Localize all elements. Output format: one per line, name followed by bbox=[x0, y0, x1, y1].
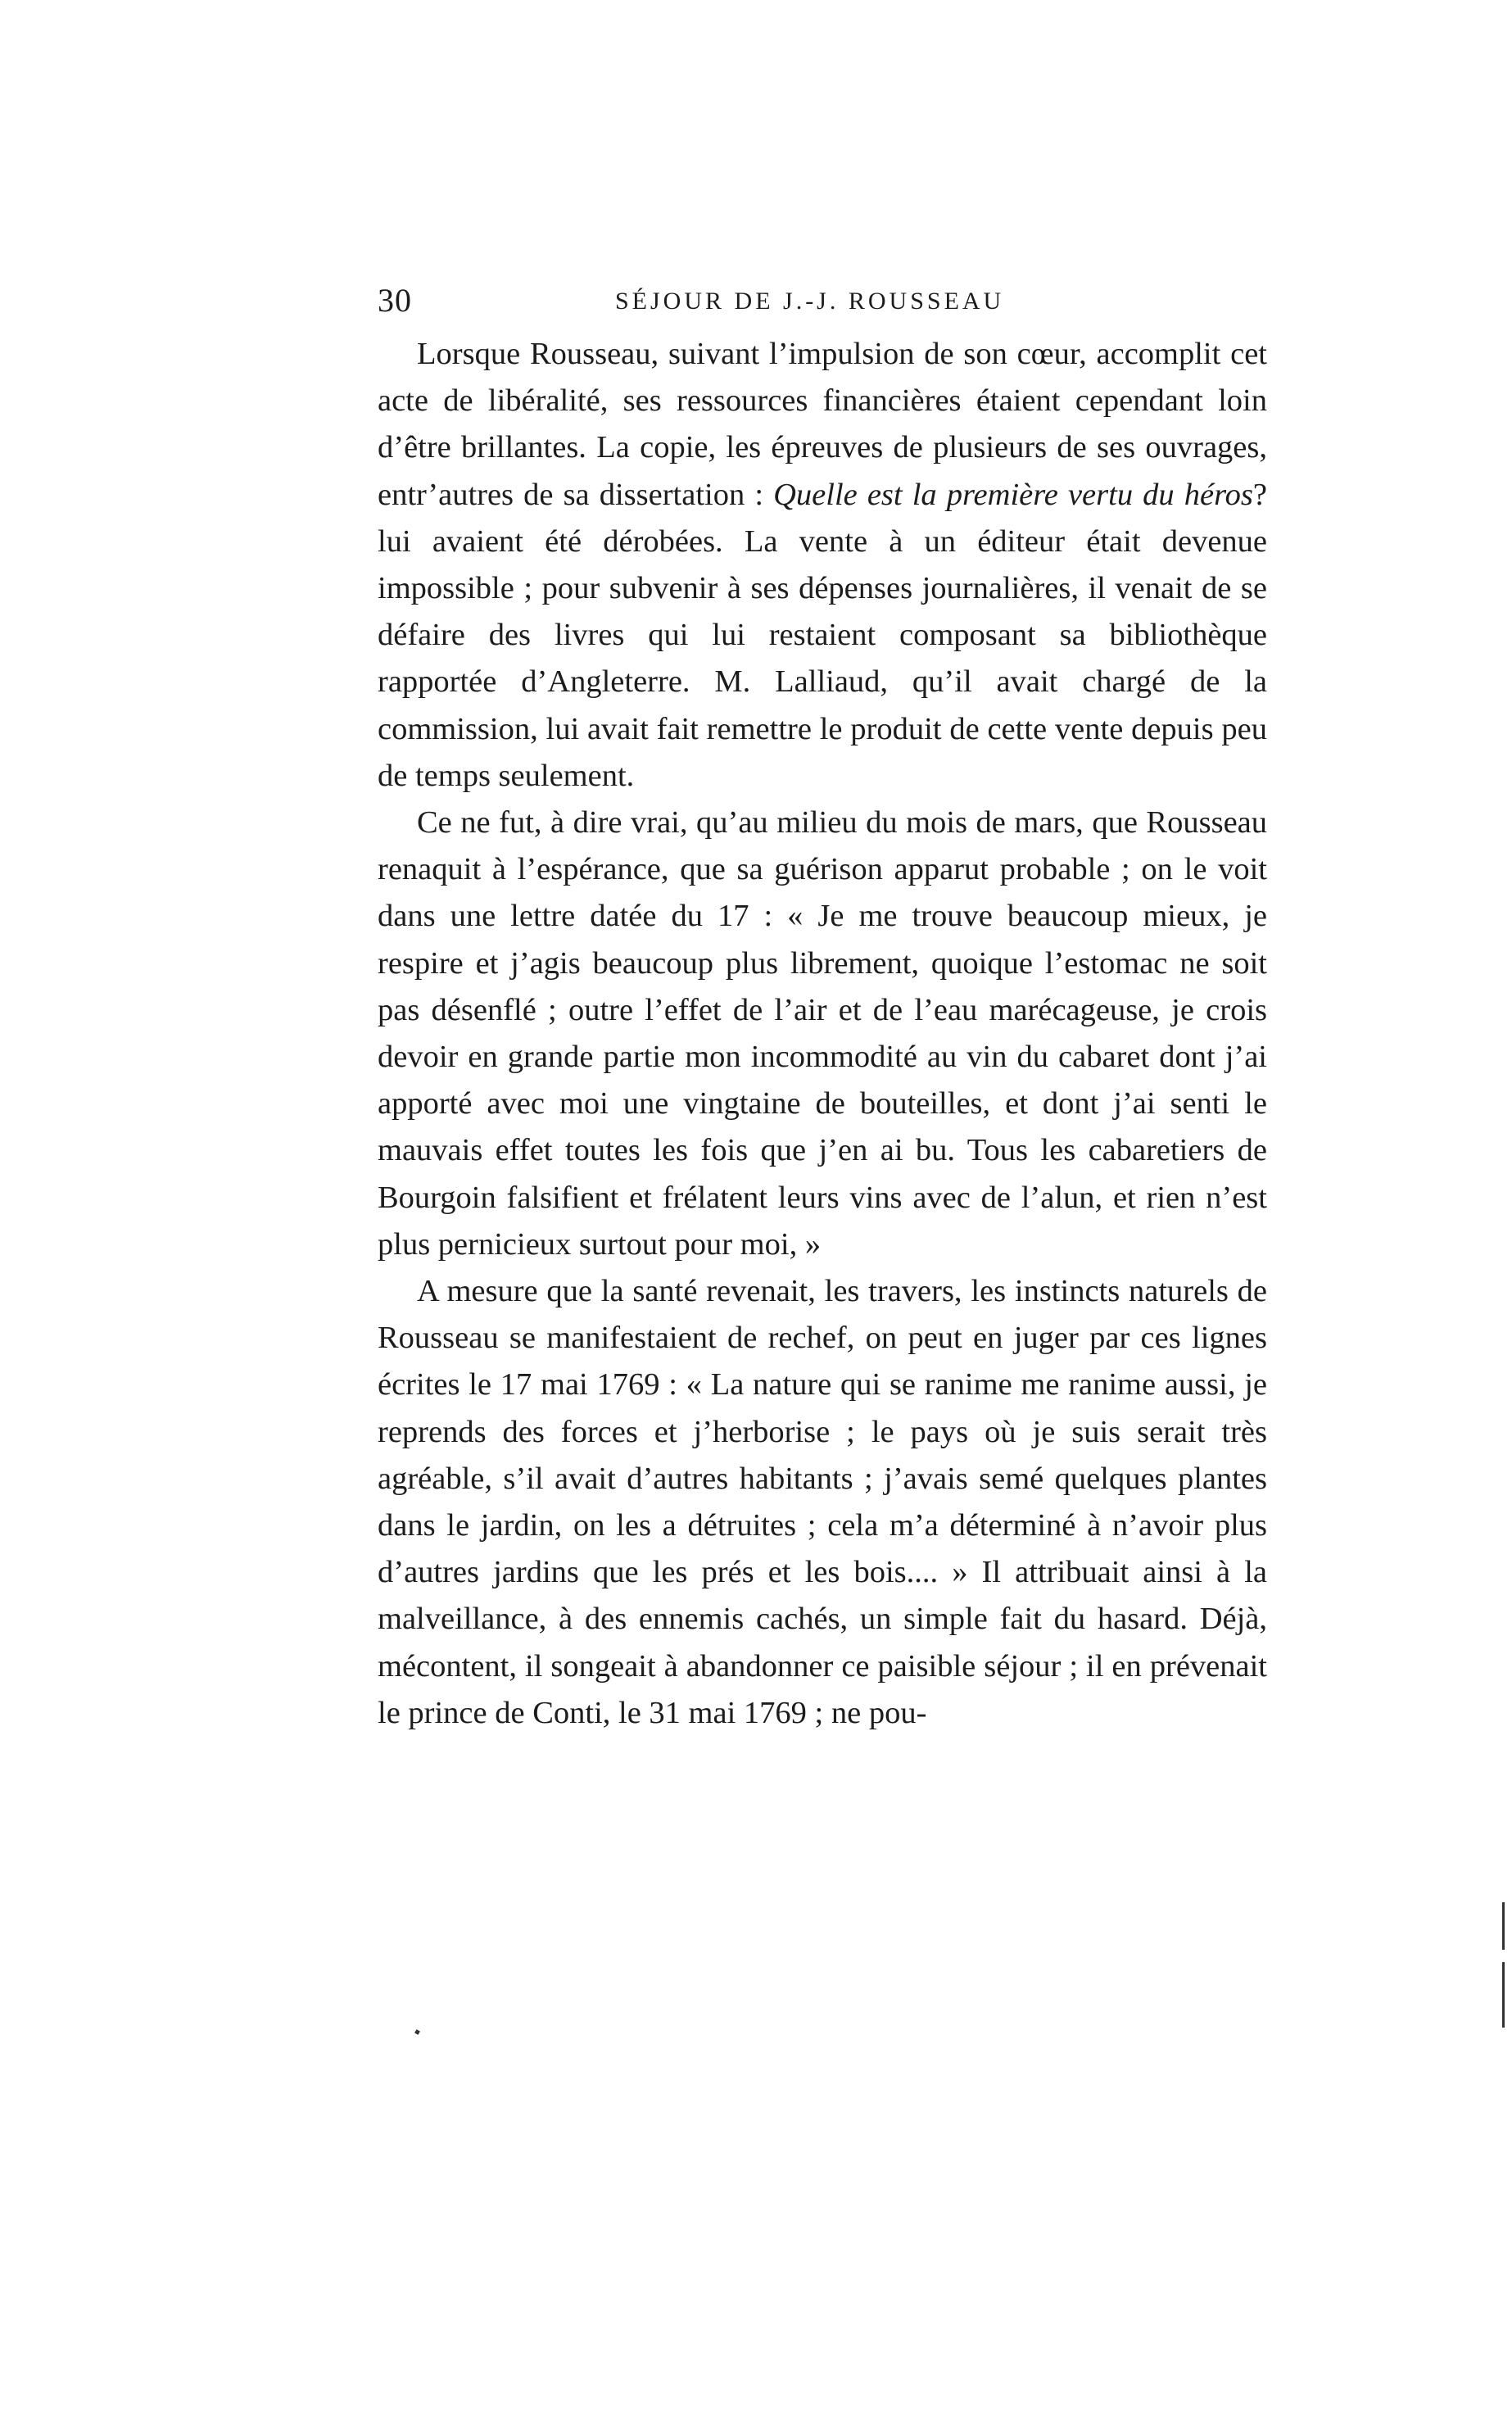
ink-speck bbox=[414, 2029, 420, 2035]
paragraph-3: A mesure que la santé revenait, les travers, les instincts naturels de Rousseau se manifestaient de rechef, on peut en juger par ces lignes écrites le 17 mai 1769 : « La nature qui se ranime me ranime aussi, je reprends des forces et j’herborise ; le pays où je suis serait très agréable, s’il avait d’autres habitants ; j’avais semé quelques plantes dans le jardin, on les a détruites ; cela m’a déterminé à n’avoir plus d’autres jardins que les prés et les bois.... » Il attribuait ainsi à la malveillance, à des ennemis cachés, un simple fait du hasard. Déjà, mécontent, il songeait à abandonner ce paisible séjour ; il en prévenait le prince de Conti, le 31 mai 1769 ; ne pou- bbox=[378, 1274, 1267, 1730]
body-text bbox=[378, 331, 1267, 1737]
paragraph-2: Ce ne fut, à dire vrai, qu’au milieu du mois de mars, que Rousseau renaquit à l’espérance, que sa guérison apparut probable ; on le voit dans une lettre datée du 17 : « Je me trouve beaucoup mieux, je respire et j’agis beaucoup plus librement, quoique l’estomac ne soit pas désenflé ; outre l’effet de l’air et de l’eau marécageuse, je crois devoir en grande partie mon incommodité au vin du cabaret dont j’ai apporté avec moi une vingtaine de bouteilles, et dont j’ai senti le mauvais effet toutes les fois que j’en ai bu. Tous les cabaretiers de Bourgoin falsifient et frélatent leurs vins avec de l’alun, et rien n’est plus pernicieux surtout pour moi, » bbox=[378, 805, 1267, 1262]
running-head bbox=[378, 281, 1267, 330]
paragraph-1 bbox=[378, 331, 1267, 800]
dissertation-title: Quelle est la première vertu du héros bbox=[773, 477, 1253, 512]
page-number: 30 bbox=[378, 282, 412, 319]
paragraph-1-text-start: Lorsque Rousseau, suivant l’impulsion de son cœur, accomplit cet acte de libéralité, ses ressources financières étaient cependant loin d’être brillantes. La copie, les épreuves de plusieurs de ses ouvrages, entr’autres de sa dissertation : bbox=[378, 337, 1267, 512]
paragraph-1-text-end: ? lui avaient été dérobées. La vente à un éditeur était devenue impossible ; pour subvenir à ses dépenses journalières, il venait de se défaire des livres qui lui restaient composant sa bibliothèque rapportée d’Angleterre. M. Lalliaud, qu’il avait chargé de la commission, lui avait fait remettre le produit de cette vente depuis peu de temps seulement. bbox=[378, 477, 1267, 793]
margin-mark-1 bbox=[1502, 1902, 1505, 1950]
running-title: SÉJOUR DE J.-J. ROUSSEAU bbox=[615, 288, 1005, 315]
margin-mark-2 bbox=[1502, 1962, 1505, 2028]
